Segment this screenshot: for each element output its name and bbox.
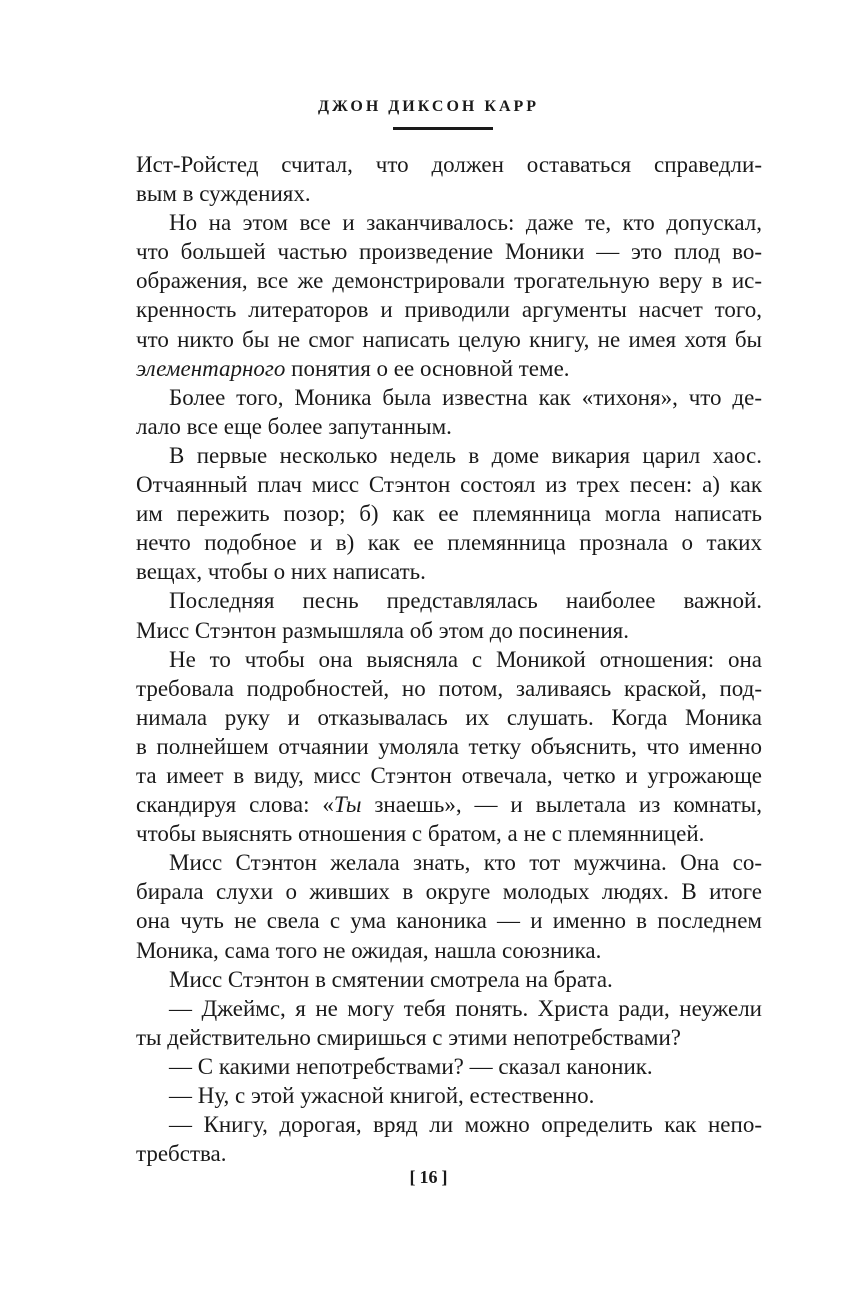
text-line: та имеет в виду, мисс Стэнтон отвечала, четко и угрожающе — [136, 762, 762, 788]
text-line: что никто бы не смог написать целую книгу, не имея хотя бы — [136, 326, 762, 352]
text-line: им пережить позор; б) как ее племянница могла написать — [136, 501, 762, 527]
text-line-rest: понятия о ее основной теме. — [285, 355, 570, 381]
text-line: Отчаянный плач мисс Стэнтон состоял из трех песен: а) как — [136, 472, 762, 498]
page-number — [0, 1167, 857, 1188]
running-head-rule — [393, 127, 493, 130]
text-line: что большей частью произведение Моники — это плод во- — [136, 239, 762, 265]
text-line: Последняя песнь представлялась наиболее важной. — [169, 588, 762, 614]
text-line: чтобы выяснять отношения с братом, а не с племянницей. — [136, 821, 705, 847]
text-line: Мисс Стэнтон размышляла об этом до посинения. — [136, 617, 630, 643]
text-line: бирала слухи о живших в округе молодых людях. В итоге — [136, 879, 762, 905]
folio-bracket-close: ] — [441, 1167, 448, 1187]
text-line: нимала руку и отказывалась их слушать. Когда Моника — [136, 704, 762, 730]
text-line: вещах, чтобы о них написать. — [136, 559, 426, 585]
text-line: кренность литераторов и приводили аргументы насчет того, — [136, 297, 762, 323]
text-line-before: скандируя слова: « — [136, 792, 334, 818]
text-line: Моника, сама того не ожидая, нашла союзника. — [136, 937, 602, 963]
text-line-rest: знаешь», — и вылетала из комнаты, — [361, 792, 762, 818]
running-head: ДЖОН ДИКСОН КАРР — [317, 98, 540, 115]
text-line: требовала подробностей, но потом, заливаясь краской, под- — [136, 675, 762, 701]
body-text — [136, 150, 762, 1168]
italic-word: элементарного — [136, 355, 286, 381]
text-line: Более того, Моника была известна как «тихоня», что де- — [169, 384, 762, 410]
text-line: ображения, все же демонстрировали трогательную веру в ис- — [136, 268, 762, 294]
text-line: в полнейшем отчаянии умоляла тетку объяснить, что именно — [136, 733, 762, 759]
text-line — [136, 790, 762, 819]
text-line: она чуть не свела с ума каноника — и именно в последнем — [136, 908, 762, 934]
text-line: вым в суждениях. — [136, 181, 311, 207]
text-line: Не то чтобы она выясняла с Моникой отношения: она — [169, 646, 762, 672]
text-line: — Ну, с этой ужасной книгой, естественно. — [169, 1083, 595, 1108]
text-line: нечто подобное и в) как ее племянница прознала о таких — [136, 530, 762, 556]
text-line: требства. — [136, 1141, 227, 1167]
text-line — [136, 354, 762, 383]
text-line: лало все еще более запутанным. — [136, 413, 452, 439]
page-number-value: 16 — [419, 1167, 438, 1187]
text-line: — Книгу, дорогая, вряд ли можно определить как непо- — [169, 1112, 762, 1138]
folio-bracket-open: [ — [409, 1167, 416, 1187]
text-line: Но на этом все и заканчивалось: даже те, кто допускал, — [169, 210, 762, 236]
text-line: — Джеймс, я не могу тебя понять. Христа ради, неужели — [169, 995, 762, 1021]
italic-word: Ты — [333, 792, 362, 818]
text-line: Ист-Ройстед считал, что должен оставаться справедли- — [136, 152, 762, 177]
text-line: Мисс Стэнтон желала знать, кто тот мужчина. Она со- — [169, 850, 762, 876]
text-line: ты действительно смиришься с этими непотребствами? — [136, 1024, 681, 1050]
text-line: Мисс Стэнтон в смятении смотрела на брата. — [169, 966, 613, 992]
text-line: — С какими непотребствами? — сказал каноник. — [169, 1053, 653, 1079]
text-line: В первые несколько недель в доме викария царил хаос. — [169, 442, 762, 468]
